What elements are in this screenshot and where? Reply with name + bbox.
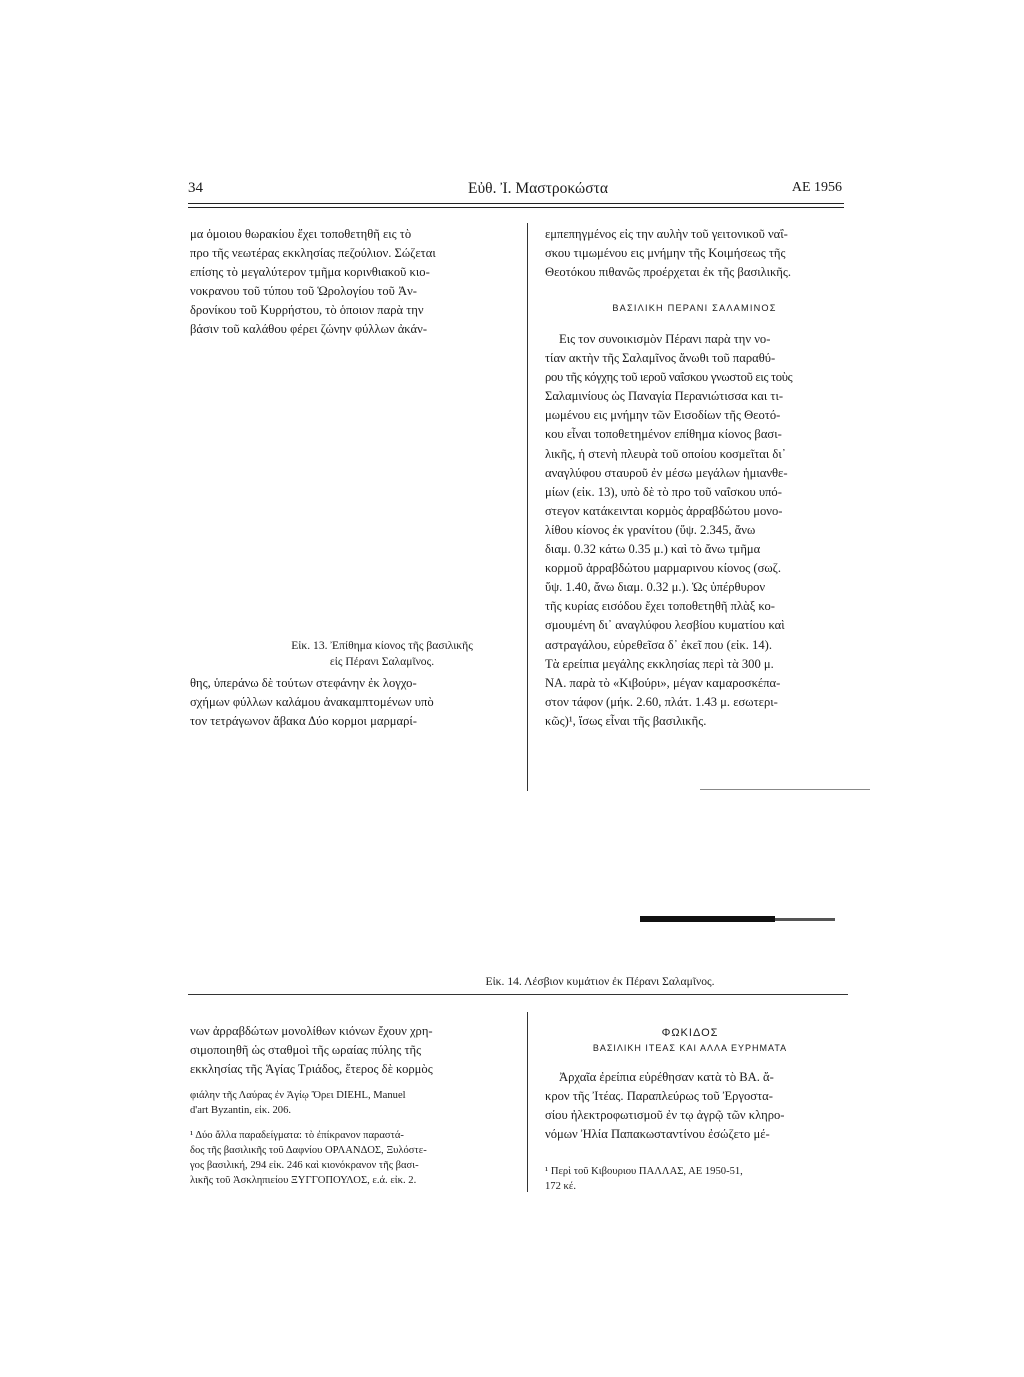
text-line: ΝΑ. παρὰ τὸ «Κιβούρι», μέγαν καμαροσκέπα-: [545, 675, 781, 690]
text-line: σιμοποιηθῆ ὡς σταθμοὶ τῆς ωραίας πύλης τῆς: [190, 1043, 422, 1058]
text-line: Ἀρχαῖα ἐρείπια εὑρέθησαν κατὰ τὸ ΒΑ. ἄ-: [559, 1070, 774, 1084]
text-line: αναγλύφου σταυροῦ ἐν μέσω μεγάλων ἡμιανθε-: [545, 465, 788, 480]
fokis-subheading: ΒΑΣΙΛΙΚΗ ΙΤΕΑΣ ΚΑΙ ΑΛΛΑ ΕΥΡΗΜΑΤΑ: [592, 1043, 788, 1053]
column-divider-lower: [527, 1012, 528, 1192]
text-line: κῶς)¹, ἴσως εἶναι τῆς βασιλικῆς.: [545, 713, 707, 728]
text-line: αστραγάλου, εὑρεθεῖσα δ᾿ ἐκεῖ που (εἰκ. 14).: [545, 637, 772, 652]
text-line: μίων (εἰκ. 13), υπὸ δὲ τὸ προ τοῦ ναΐσκου υπό-: [545, 484, 782, 499]
text-line: Τὰ ερείπια μεγάλης εκκλησίας περὶ τὰ 300 μ.: [545, 656, 774, 671]
text-line: βάσιν τοῦ καλάθου φέρει ζώνην φύλλων ἀκάν-: [190, 322, 428, 337]
text-line: νων ἀρραβδώτων μονολίθων κιόνων ἔχουν χρη-: [190, 1024, 433, 1038]
text-line: Εις τον συνοικισμὸν Πέρανι παρὰ την νο-: [559, 332, 771, 346]
page-number: 34: [188, 180, 203, 196]
text-line: επίσης τὸ μεγαλύτερον τμῆμα κορινθιακοῦ κιο-: [190, 265, 430, 280]
text-line: διαμ. 0.32 κάτω 0.35 μ.) καὶ τὸ ἄνω τμῆμα: [545, 542, 761, 557]
footnote-1: [190, 1128, 520, 1188]
left-footnotes: [190, 1088, 520, 1188]
figure-14-image: [640, 916, 775, 922]
text-line: νόμων Ἠλία Παπακωσταντίνου ἐσώζετο μέ-: [545, 1127, 770, 1142]
figure-14-caption: Εἰκ. 14. Λέσβιον κυμάτιον ἐκ Πέρανι Σαλαμῖνος.: [485, 975, 715, 988]
text-line: κορμοῦ ἀρραβδώτου μαρμαρινου κίονος (σωζ.: [545, 561, 782, 576]
text-line: τον τετράγωνον ἄβακα Δύο κορμοι μαρμαρί-: [190, 714, 417, 729]
section-rule: [188, 994, 848, 995]
header-rule-thin: [188, 207, 844, 208]
text-line: ὕψ. 1.40, ἄνω διαμ. 0.32 μ.). Ὡς ὑπέρθυρον: [545, 580, 766, 595]
text-line: λίθου κίονος ἐκ γρανίτου (ὕψ. 2.345, ἄνω: [545, 522, 756, 537]
footnote-line: γος βασιλική, 294 εἰκ. 246 καὶ κιονόκρανον τῆς βασι-: [190, 1160, 419, 1171]
fokis-body: [545, 1068, 845, 1144]
text-line: δρονίκου τοῦ Κυρρήστου, τὸ ὁποιον παρὰ την: [190, 303, 424, 318]
footnote-line: d'art Byzantin, εἰκ. 206.: [190, 1105, 292, 1116]
text-line: μωμένου εις μνήμην τῶν Εισοδίων τῆς Θεοτό-: [545, 408, 781, 423]
text-line: κου εἶναι τοποθετημένον επίθημα κίονος βασι-: [545, 427, 782, 442]
text-line: νοκρανου τοῦ τύπου τοῦ Ὡρολογίου τοῦ Ἀν-: [190, 284, 417, 299]
text-line: προ τῆς νεωτέρας εκκλησίας πεζούλιον. Σώζεται: [190, 246, 436, 261]
text-line: στον τάφον (μήκ. 2.60, πλάτ. 1.43 μ. εσωτερι-: [545, 694, 778, 709]
column-divider: [527, 223, 528, 791]
text-line: Σαλαμινίους ὡς Παναγία Περανιώτισσα και τι-: [545, 389, 784, 404]
text-line: τίαν ακτὴν τῆς Σαλαμῖνος ἄνωθι τοῦ παραθύ-: [545, 351, 776, 366]
text-line: εμπεπηγμένος εἰς την αυλὴν τοῦ γειτονικοῦ ναΐ-: [545, 227, 788, 241]
right-column-top: [545, 225, 855, 282]
journal-ref: ΑΕ 1956: [791, 180, 842, 195]
section-heading: ΒΑΣΙΛΙΚΗ ΠΕΡΑΝΙ ΣΑΛΑΜΙΝΟΣ: [612, 303, 777, 313]
right-column-body: [545, 330, 855, 731]
caption-line: εἰς Πέρανι Σαλαμῖνος.: [329, 655, 435, 668]
text-line: θης, ὑπεράνω δὲ τούτων στεφάνην ἐκ λογχο-: [190, 676, 417, 690]
footnote-continuation: [190, 1088, 520, 1118]
column-end-rule: [700, 789, 870, 790]
left-column-top: [190, 225, 510, 340]
text-line: ρου τῆς κόγχης τοῦ ιεροῦ ναΐσκου γνωστοῦ εις τοὺς: [545, 370, 793, 385]
text-line: Θεοτόκου πιθανῶς προέρχεται ἐκ τῆς βασιλικῆς.: [545, 265, 792, 280]
lower-left-body: [190, 1022, 520, 1080]
text-line: κρον τῆς Ἰτέας. Παραπλεύρως τοῦ Ἐργοστα-: [545, 1089, 773, 1104]
footnote-line: ¹ Περὶ τοῦ Κιβουριου ΠΑΛΛΑΣ, ΑΕ 1950-51,: [545, 1166, 743, 1177]
running-title: Εὐθ. Ἰ. Μαστροκώστα: [468, 180, 608, 197]
text-line: σκου τιμωμένου εις μνήμην τῆς Κοιμήσεως τῆς: [545, 246, 786, 261]
fokis-footnote: [545, 1164, 845, 1194]
header-rule: [188, 203, 844, 204]
text-line: λικῆς, ἡ στενὴ πλευρὰ τοῦ οποίου κοσμεῖται δι᾿: [545, 446, 786, 461]
text-line: στεγον κατάκεινται κορμὸς ἀρραβδώτου μονο-: [545, 503, 783, 518]
left-column-bottom: [190, 674, 515, 731]
footnote-line: 172 κέ.: [545, 1181, 576, 1192]
text-line: σίου ἠλεκτροφωτισμοῦ ἐν τῳ ἀγρῷ τῶν κληρο-: [545, 1108, 785, 1123]
footnote-line: ¹ Δύο ἄλλα παραδείγματα: τὸ ἐπίκρανον παραστά-: [190, 1130, 404, 1141]
text-line: εκκλησίας τῆς Ἁγίας Τριάδος, ἕτερος δὲ κορμὸς: [190, 1062, 433, 1077]
figure-13-caption: [258, 638, 506, 670]
footnote-line: φιάλην τῆς Λαύρας ἐν Ἁγίῳ Ὄρει DIEHL, Manuel: [190, 1090, 406, 1101]
footnote-line: δος τῆς βασιλικῆς τοῦ Δαφνίου ΟΡΛΑΝΔΟΣ, Ξυλόστε-: [190, 1145, 427, 1156]
figure-14-image-edge: [775, 918, 835, 921]
text-line: τῆς κυρίας εισόδου ἔχει τοποθετηθῆ πλὰξ κο-: [545, 599, 775, 614]
text-line: μα ὁμοιου θωρακίου ἔχει τοποθετηθῆ εις τὸ: [190, 227, 412, 241]
fokis-heading: ΦΩΚΙΔΟΣ: [661, 1027, 719, 1039]
text-line: σχήμων φύλλων καλάμου ἀνακαμπτομένων υπὸ: [190, 695, 434, 710]
footnote-line: λικῆς τοῦ Ἀσκληπιείου ΞΥΓΓΟΠΟΥΛΟΣ, ε.ά. εἰκ. 2.: [190, 1175, 417, 1186]
text-line: σμουμένη δι᾿ αναγλύφου λεσβίου κυματίου καὶ: [545, 618, 785, 633]
caption-line: Εἰκ. 13. Ἐπίθημα κίονος τῆς βασιλικῆς: [291, 639, 473, 652]
